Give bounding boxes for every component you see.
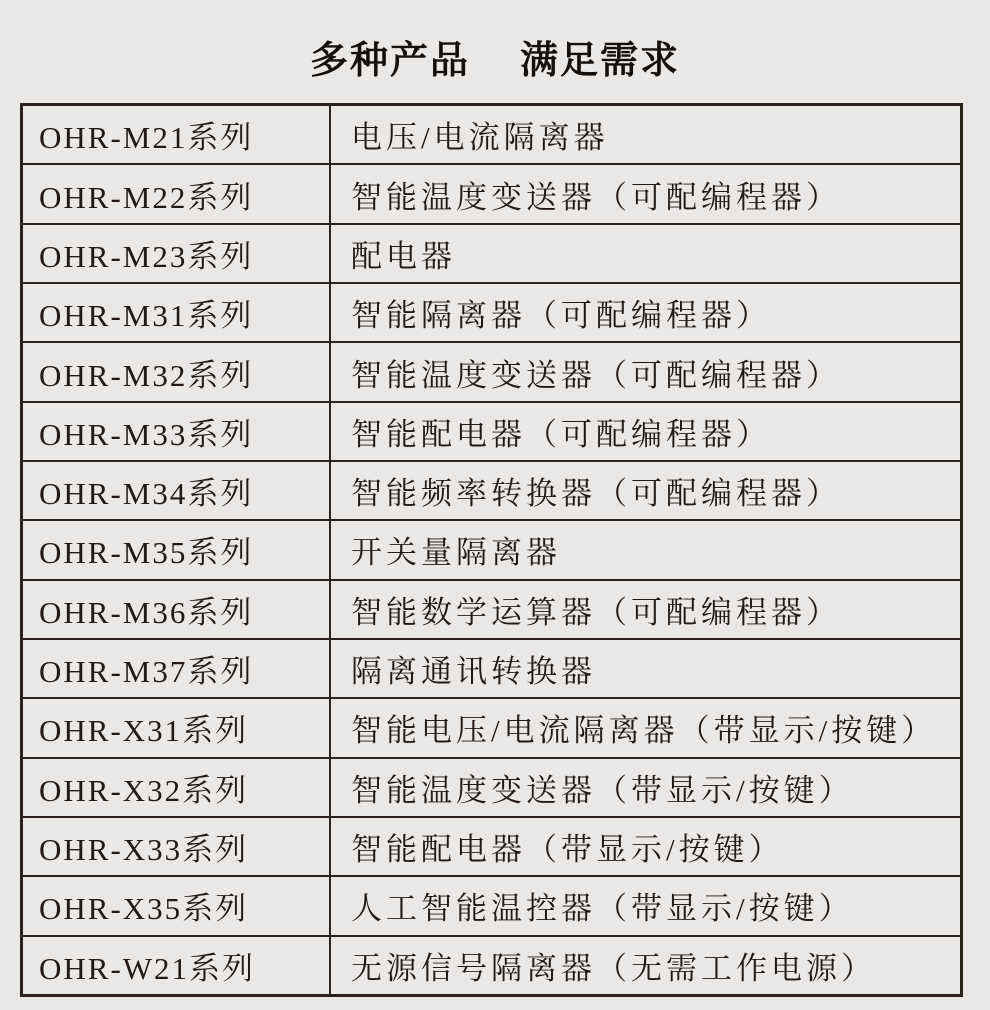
series-cell: OHR-M37系列 [22, 639, 331, 698]
table-row [22, 520, 962, 579]
series-cell: OHR-M35系列 [22, 520, 331, 579]
table-row [22, 758, 962, 817]
page-title [0, 42, 990, 82]
series-cell: OHR-M33系列 [22, 402, 331, 461]
description-cell: 智能频率转换器（可配编程器） [330, 461, 962, 520]
description-cell: 无源信号隔离器（无需工作电源） [330, 936, 962, 996]
series-cell: OHR-X33系列 [22, 817, 331, 876]
description-cell: 智能温度变送器（可配编程器） [330, 164, 962, 223]
description-cell: 智能配电器（可配编程器） [330, 402, 962, 461]
series-cell: OHR-X35系列 [22, 876, 331, 935]
table-row [22, 402, 962, 461]
description-cell: 智能电压/电流隔离器（带显示/按键） [330, 698, 962, 757]
description-cell: 智能温度变送器（可配编程器） [330, 342, 962, 401]
series-cell: OHR-M23系列 [22, 224, 331, 283]
table-row [22, 224, 962, 283]
table-row [22, 817, 962, 876]
page-title-part-1: 多种产品 [309, 40, 470, 82]
series-cell: OHR-X31系列 [22, 698, 331, 757]
table-row [22, 283, 962, 342]
table-row [22, 342, 962, 401]
series-cell: OHR-M32系列 [22, 342, 331, 401]
description-cell: 开关量隔离器 [330, 520, 962, 579]
product-table [20, 103, 963, 997]
description-cell: 人工智能温控器（带显示/按键） [330, 876, 962, 935]
description-cell: 智能配电器（带显示/按键） [330, 817, 962, 876]
table-row [22, 580, 962, 639]
series-cell: OHR-M34系列 [22, 461, 331, 520]
series-cell: OHR-M36系列 [22, 580, 331, 639]
table-row [22, 105, 962, 165]
description-cell: 智能温度变送器（带显示/按键） [330, 758, 962, 817]
series-cell: OHR-M31系列 [22, 283, 331, 342]
description-cell: 智能数学运算器（可配编程器） [330, 580, 962, 639]
series-cell: OHR-M22系列 [22, 164, 331, 223]
description-cell: 配电器 [330, 224, 962, 283]
table-row [22, 936, 962, 996]
description-cell: 智能隔离器（可配编程器） [330, 283, 962, 342]
series-cell: OHR-X32系列 [22, 758, 331, 817]
table-row [22, 461, 962, 520]
series-cell: OHR-M21系列 [22, 105, 331, 165]
series-cell: OHR-W21系列 [22, 936, 331, 996]
description-cell: 电压/电流隔离器 [330, 105, 962, 165]
table-row [22, 698, 962, 757]
table-row [22, 876, 962, 935]
table-row [22, 639, 962, 698]
description-cell: 隔离通讯转换器 [330, 639, 962, 698]
table-row [22, 164, 962, 223]
page-title-part-2: 满足需求 [520, 40, 681, 82]
product-table-body [22, 105, 962, 996]
